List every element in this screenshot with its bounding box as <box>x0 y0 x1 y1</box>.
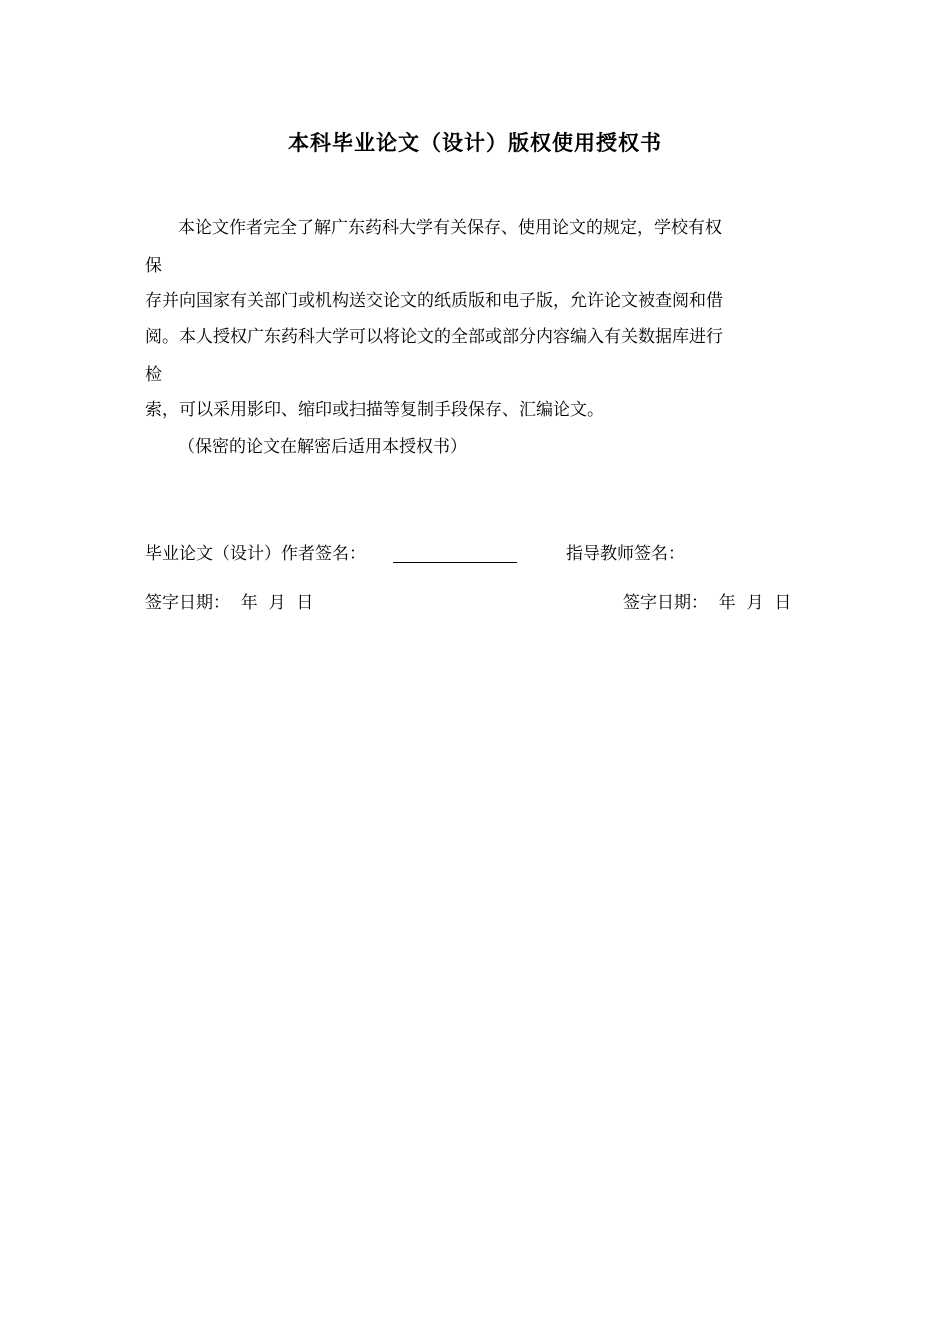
author-signature-label: 毕业论文（设计）作者签名： <box>145 544 366 564</box>
advisor-sign-date: 签字日期： 年 月 日 <box>623 593 792 613</box>
author-sign-date: 签字日期： 年 月 日 <box>145 593 314 613</box>
paragraph-line-4: 阅。本人授权广东药科大学可以将论文的全部或部分内容编入有关数据库进行 <box>145 327 723 347</box>
author-signature-line[interactable] <box>393 562 517 563</box>
confidential-note: （保密的论文在解密后适用本授权书） <box>178 437 467 457</box>
paragraph-line-6: 索，可以采用影印、缩印或扫描等复制手段保存、汇编论文。 <box>145 400 604 420</box>
paragraph-line-2: 保 <box>145 256 162 276</box>
advisor-signature-label: 指导教师签名： <box>566 544 685 564</box>
paragraph-line-5: 检 <box>145 365 162 385</box>
document-title: 本科毕业论文（设计）版权使用授权书 <box>288 131 662 155</box>
paragraph-line-1: 本论文作者完全了解广东药科大学有关保存、使用论文的规定，学校有权 <box>178 218 722 238</box>
paragraph-line-3: 存并向国家有关部门或机构送交论文的纸质版和电子版，允许论文被查阅和借 <box>145 291 723 311</box>
